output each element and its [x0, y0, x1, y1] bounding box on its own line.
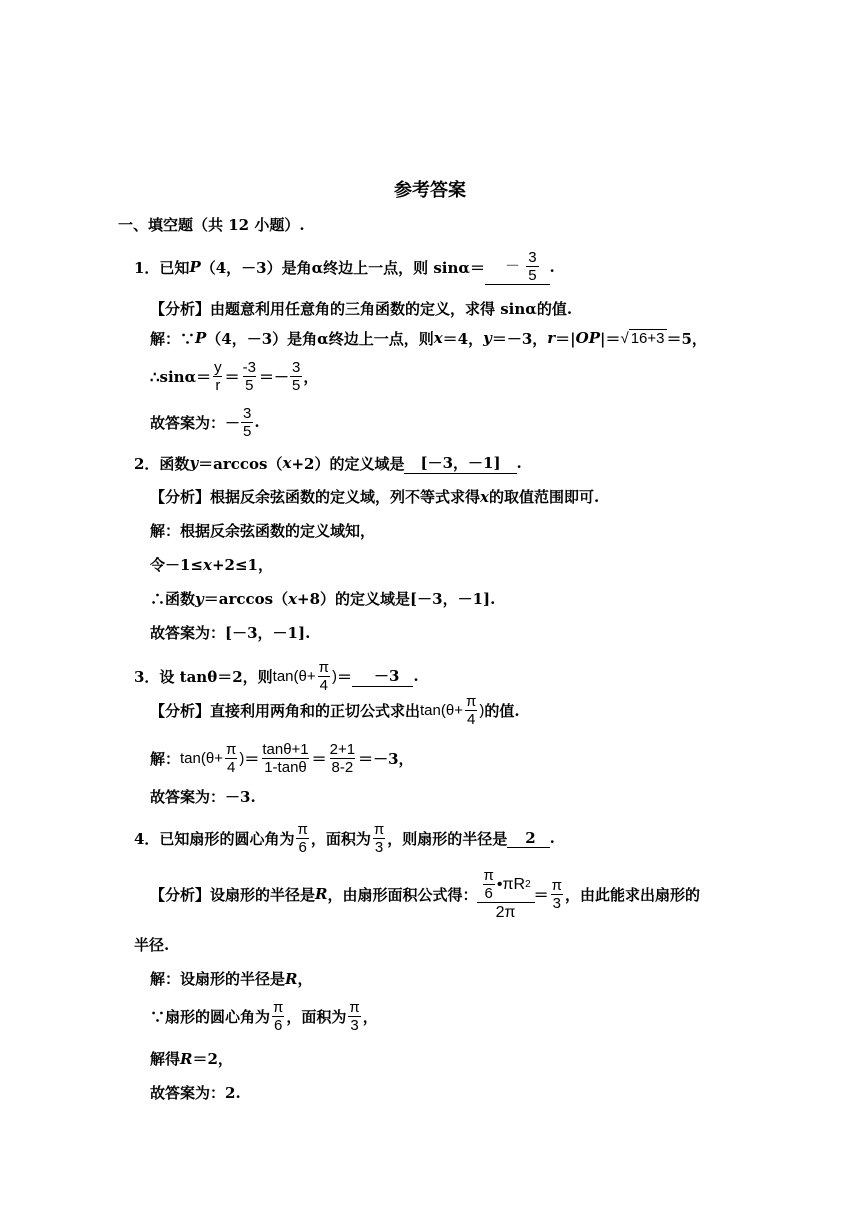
- answer-blank: 2: [507, 829, 549, 848]
- question-3-solution: 解： tan(θ+ $\frac{\pi}{4}$ ) ＝ $\frac{\tan\theta+1}{1-\tan\theta}$ ＝ $\frac{2+1}{8-2}$ ＝－3，: [150, 740, 414, 776]
- question-2-answer: 故答案为：[－3，－1].: [150, 624, 311, 642]
- fraction: $\frac{\pi}{3}$: [551, 876, 562, 912]
- question-2-stem: 2．函数 y ＝arccos（ x +2）的定义域是 [－3，－1] .: [134, 454, 522, 473]
- question-2-analysis: 【分析】根据反余弦函数的定义域，列不等式求得 x 的取值范围即可.: [150, 487, 600, 506]
- fraction: $\frac{\tan\theta+1}{1-\tan\theta}$: [262, 740, 309, 776]
- question-3-stem: 3．设 tanθ＝2，则 tan(θ+ $\frac{\pi}{4}$ ) ＝ －3 .: [134, 658, 419, 694]
- answer-blank: － $\frac{3}{5}$: [485, 249, 550, 285]
- fraction: $\frac{-3}{5}$: [242, 358, 256, 394]
- question-1-stem: 1．已知 P （4，－3）是角α终边上一点，则 sinα＝ － $\frac{3}{5}$ .: [134, 249, 555, 284]
- question-1-analysis: 【分析】由题意利用任意角的三角函数的定义，求得 sinα的值.: [150, 300, 573, 318]
- fraction: $\frac{\pi}{6}$: [483, 866, 494, 902]
- question-3-answer: 故答案为：－3.: [150, 788, 256, 806]
- fraction: $\frac{3}{5}$: [528, 249, 537, 284]
- fraction: $\frac{\pi}{6}$: [297, 820, 308, 856]
- fraction: $\frac{y}{r}$: [214, 358, 222, 394]
- fraction: $\frac{\pi}{3}$: [349, 998, 360, 1034]
- sqrt-expression: √ 16+3: [620, 329, 665, 347]
- question-2-solution-2: 令－1≤ x +2≤1，: [150, 555, 273, 574]
- question-4-stem: 4．已知扇形的圆心角为 $\frac{\pi}{6}$ ，面积为 $\frac{\pi}{3}$ ，则扇形的半径是 2 .: [134, 820, 555, 856]
- question-4-analysis: 【分析】设扇形的半径是 R ，由扇形面积公式得： $\frac{\pi}{6}$ •πR 2 2π ＝ $\frac{\pi}{3}$ ，由此能求出扇形的: [150, 866, 701, 921]
- question-1-solution: 解：∵ P （4，－3）是角α终边上一点，则 x ＝4， y ＝－3， r ＝| OP |＝ √ 16+3 ＝5，: [150, 329, 707, 348]
- fraction: $\frac{\pi}{3}$: [373, 820, 385, 856]
- question-2-solution-3: ∴函数 y ＝arccos（ x +8）的定义域是[－3，－1].: [150, 589, 496, 608]
- fraction: $\frac{\pi}{4}$: [318, 658, 329, 694]
- fraction: $\frac{\pi}{6}$: [273, 998, 284, 1034]
- question-3-analysis: 【分析】直接利用两角和的正切公式求出 tan(θ+ $\frac{\pi}{4}$ ) 的值.: [150, 692, 520, 728]
- answer-blank: －3: [352, 665, 413, 687]
- fraction: $\frac{\pi}{4}$: [465, 692, 477, 728]
- question-2-solution-1: 解：根据反余弦函数的定义域知，: [150, 522, 376, 540]
- question-4-analysis-cont: 半径.: [134, 936, 170, 954]
- fraction: $\frac{3}{5}$: [292, 358, 301, 394]
- answer-blank: [－3，－1]: [404, 452, 516, 474]
- page-title: 参考答案: [394, 180, 466, 201]
- question-4-answer: 故答案为：2.: [150, 1084, 241, 1102]
- question-4-solution-1: 解：设扇形的半径是 R ，: [150, 969, 313, 988]
- question-1-solution-line2: ∴sinα＝ $\frac{y}{r}$ ＝ $\frac{-3}{5}$ ＝－ $\frac{3}{5}$ ，: [150, 358, 319, 394]
- fraction: $\frac{3}{5}$: [243, 404, 252, 440]
- area-formula-fraction: $\frac{\pi}{6}$ •πR 2 2π: [479, 867, 533, 922]
- fraction: $\frac{2+1}{8-2}$: [329, 740, 356, 776]
- section-heading: 一、填空题（共 12 小题）.: [118, 216, 305, 234]
- question-1-answer: 故答案为：－ $\frac{3}{5}$ .: [150, 404, 260, 440]
- fraction: $\frac{\pi}{4}$: [225, 740, 237, 776]
- question-4-solution-3: 解得 R ＝2，: [150, 1049, 233, 1068]
- question-4-solution-2: ∵扇形的圆心角为 $\frac{\pi}{6}$ ，面积为 $\frac{\pi}{3}$ ，: [150, 998, 378, 1034]
